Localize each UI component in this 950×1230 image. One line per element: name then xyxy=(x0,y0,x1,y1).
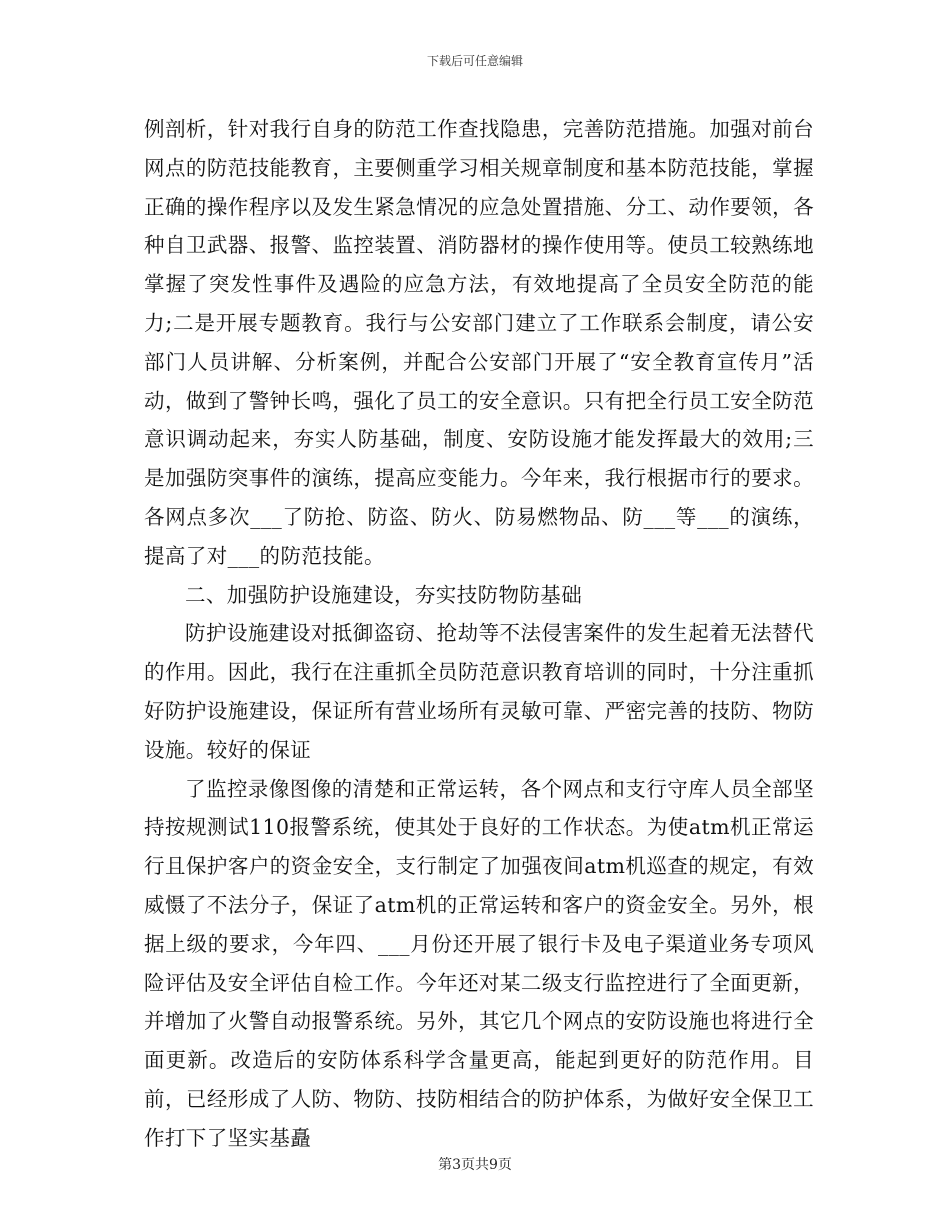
body-paragraph: 例剖析，针对我行自身的防范工作查找隐患，完善防范措施。加强对前台网点的防范技能教育，主要侧重学习相关规章制度和基本防范技能，掌握正确的操作程序以及发生紧急情况的应急处置措施、分工、动作要领，各种自卫武器、报警、监控装置、消防器材的操作使用等。使员工较熟练地掌握了突发性事件及遇险的应急方法，有效地提高了全员安全防范的能力;二是开展专题教育。我行与公安部门建立了工作联系会制度，请公安部门人员讲解、分析案例，并配合公安部门开展了“安全教育宣传月”活动，做到了警钟长鸣，强化了员工的安全意识。只有把全行员工安全防范意识调动起来，夯实人防基础，制度、安防设施才能发挥最大的效用;三是加强防突事件的演练，提高应变能力。今年来，我行根据市行的要求。各网点多次___了防抢、防盗、防火、防易燃物品、防___等___的演练，提高了对___的防范技能。 xyxy=(144,117,814,568)
body-paragraph: 防护设施建设对抵御盗窃、抢劫等不法侵害案件的发生起着无法替代的作用。因此，我行在注重抓全员防范意识教育培训的同时，十分注重抓好防护设施建设，保证所有营业场所有灵敏可靠、严密完善的技防、物防设施。较好的保证 xyxy=(144,621,814,762)
document-body xyxy=(144,110,814,1158)
section-heading: 二、加强防护设施建设，夯实技防物防基础 xyxy=(185,582,583,607)
page-header: 下载后可任意编辑 xyxy=(426,54,523,68)
page-number: 第3页共9页 xyxy=(438,1157,512,1173)
body-paragraph: 了监控录像图像的清楚和正常运转，各个网点和支行守库人员全部坚持按规测试110报警系统，使其处于良好的工作状态。为使atm机正常运行且保护客户的资金安全，支行制定了加强夜间atm机巡查的规定，有效威慑了不法分子，保证了atm机的正常运转和客户的资金安全。另外，根据上级的要求，今年四、___月份还开展了银行卡及电子渠道业务专项风险评估及安全评估自检工作。今年还对某二级支行监控进行了全面更新，并增加了火警自动报警系统。另外，其它几个网点的安防设施也将进行全面更新。改造后的安防体系科学含量更高，能起到更好的防范作用。目前，已经形成了人防、物防、技防相结合的防护体系，为做好安全保卫工作打下了坚实基矗 xyxy=(144,776,814,1150)
